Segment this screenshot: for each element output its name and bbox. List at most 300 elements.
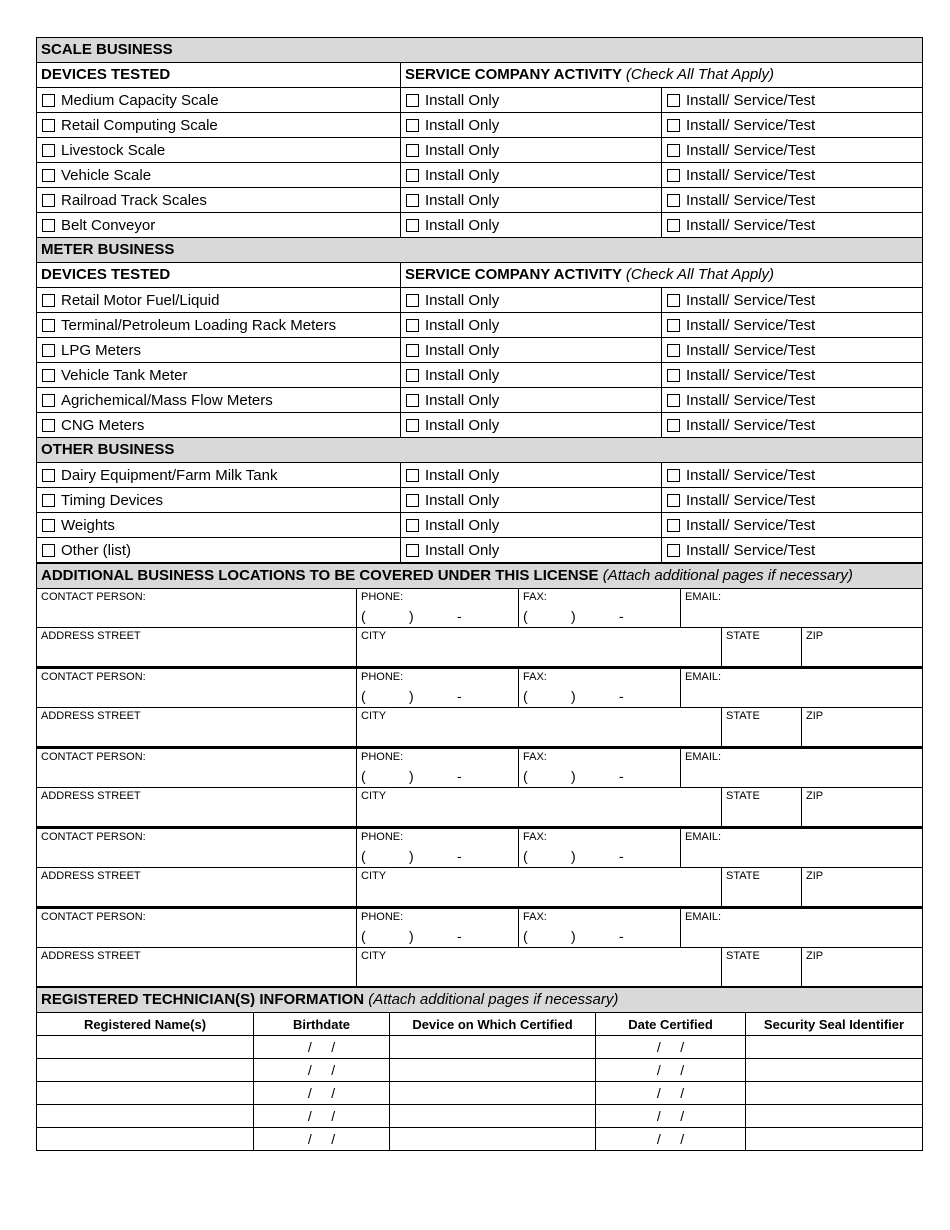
registered-name-field[interactable] [37, 1128, 254, 1151]
device-checkbox[interactable] [42, 219, 55, 232]
fax-field[interactable] [519, 908, 681, 948]
install-service-label: Install/ Service/Test [686, 291, 816, 309]
install-only-label: Install Only [425, 541, 500, 559]
device-checkbox[interactable] [42, 369, 55, 382]
dash: - [619, 848, 624, 864]
install-only-checkbox[interactable] [406, 319, 419, 332]
install-service-checkbox[interactable] [667, 494, 680, 507]
technicians-table [36, 987, 923, 1151]
city-label: CITY [361, 790, 387, 802]
install-only-cell [401, 363, 662, 388]
date-slashes: / / [307, 1039, 336, 1055]
address-street-field[interactable] [37, 628, 357, 668]
install-only-cell [401, 488, 662, 513]
device-checkbox[interactable] [42, 144, 55, 157]
device-cell [37, 88, 401, 113]
install-only-checkbox[interactable] [406, 294, 419, 307]
install-service-cell [662, 388, 923, 413]
registered-name-field[interactable] [37, 1105, 254, 1128]
city-field[interactable] [357, 788, 722, 828]
device-cell [37, 413, 401, 438]
install-service-cell [662, 363, 923, 388]
meter-section-header: METER BUSINESS [37, 238, 923, 263]
state-field[interactable] [722, 708, 802, 748]
install-service-cell [662, 163, 923, 188]
other-section-header: OTHER BUSINESS [37, 438, 923, 463]
state-field[interactable] [722, 948, 802, 987]
location-address-row [37, 868, 923, 908]
install-service-cell [662, 338, 923, 363]
install-service-label: Install/ Service/Test [686, 541, 816, 559]
device-checkbox[interactable] [42, 394, 55, 407]
zip-field[interactable] [802, 788, 923, 828]
device-cell [37, 538, 401, 563]
open-paren: ( [361, 608, 366, 624]
date-slashes: / / [656, 1131, 685, 1147]
security-seal-field[interactable] [746, 1105, 923, 1128]
install-service-label: Install/ Service/Test [686, 116, 816, 134]
close-paren: ) [571, 848, 576, 864]
locations-table [36, 563, 923, 987]
open-paren: ( [361, 768, 366, 784]
device-label: Medium Capacity Scale [61, 91, 219, 109]
device-row [37, 413, 923, 438]
install-service-cell [662, 538, 923, 563]
email-field[interactable] [681, 589, 923, 628]
install-service-checkbox[interactable] [667, 194, 680, 207]
zip-field[interactable] [802, 868, 923, 908]
phone-label: PHONE: [361, 911, 404, 923]
address-street-field[interactable] [37, 948, 357, 987]
install-service-label: Install/ Service/Test [686, 341, 816, 359]
technician-row [37, 1105, 923, 1128]
technicians-section-header: REGISTERED TECHNICIAN(S) INFORMATION (Attach additional pages if necessary) [37, 988, 923, 1013]
device-row [37, 288, 923, 313]
close-paren: ) [571, 768, 576, 784]
install-only-checkbox[interactable] [406, 119, 419, 132]
zip-label: ZIP [806, 950, 824, 962]
birthdate-field[interactable] [254, 1059, 390, 1082]
state-label: STATE [726, 870, 760, 882]
activity-header-label: SERVICE COMPANY ACTIVITY [405, 266, 622, 283]
device-certified-field[interactable] [390, 1128, 596, 1151]
city-field[interactable] [357, 708, 722, 748]
close-paren: ) [409, 688, 414, 704]
install-only-checkbox[interactable] [406, 394, 419, 407]
device-label: Vehicle Scale [61, 166, 152, 184]
security-seal-field[interactable] [746, 1059, 923, 1082]
date-certified-field[interactable] [596, 1128, 746, 1151]
install-service-checkbox[interactable] [667, 544, 680, 557]
email-field[interactable] [681, 748, 923, 788]
install-service-checkbox[interactable] [667, 419, 680, 432]
contact-person-field[interactable] [37, 668, 357, 708]
device-checkbox[interactable] [42, 344, 55, 357]
date-slashes: / / [307, 1085, 336, 1101]
birthdate-field[interactable] [254, 1036, 390, 1059]
security-seal-field[interactable] [746, 1082, 923, 1105]
device-cell [37, 113, 401, 138]
install-only-cell [401, 538, 662, 563]
phone-label: PHONE: [361, 751, 404, 763]
install-service-checkbox[interactable] [667, 294, 680, 307]
device-checkbox[interactable] [42, 319, 55, 332]
install-only-label: Install Only [425, 466, 500, 484]
device-row [37, 213, 923, 238]
install-service-label: Install/ Service/Test [686, 91, 816, 109]
device-cell [37, 363, 401, 388]
install-service-label: Install/ Service/Test [686, 391, 816, 409]
city-field[interactable] [357, 628, 722, 668]
technicians-header-row [37, 1013, 923, 1036]
install-only-cell [401, 138, 662, 163]
install-service-checkbox[interactable] [667, 469, 680, 482]
fax-label: FAX: [523, 671, 547, 683]
install-only-label: Install Only [425, 216, 500, 234]
zip-field[interactable] [802, 708, 923, 748]
zip-label: ZIP [806, 630, 824, 642]
dash: - [457, 688, 462, 704]
device-checkbox[interactable] [42, 494, 55, 507]
dash: - [457, 848, 462, 864]
license-form [36, 37, 922, 1151]
address-street-field[interactable] [37, 708, 357, 748]
device-cell [37, 213, 401, 238]
device-row [37, 313, 923, 338]
device-checkbox[interactable] [42, 169, 55, 182]
install-service-cell [662, 113, 923, 138]
security-seal-field[interactable] [746, 1128, 923, 1151]
location-address-row [37, 628, 923, 668]
device-row [37, 113, 923, 138]
device-label: Agrichemical/Mass Flow Meters [61, 391, 273, 409]
phone-field[interactable] [357, 828, 519, 868]
install-service-label: Install/ Service/Test [686, 141, 816, 159]
fax-label: FAX: [523, 751, 547, 763]
open-paren: ( [361, 928, 366, 944]
device-cell [37, 388, 401, 413]
email-label: EMAIL: [685, 911, 722, 923]
city-label: CITY [361, 630, 387, 642]
date-certified-field[interactable] [596, 1036, 746, 1059]
install-only-cell [401, 163, 662, 188]
install-only-cell [401, 88, 662, 113]
open-paren: ( [523, 608, 528, 624]
contact-person-label: CONTACT PERSON: [41, 591, 146, 603]
device-checkbox[interactable] [42, 119, 55, 132]
install-service-checkbox[interactable] [667, 344, 680, 357]
install-service-checkbox[interactable] [667, 519, 680, 532]
install-only-label: Install Only [425, 141, 500, 159]
address-street-field[interactable] [37, 868, 357, 908]
close-paren: ) [409, 928, 414, 944]
birthdate-field[interactable] [254, 1128, 390, 1151]
install-service-cell [662, 413, 923, 438]
contact-person-label: CONTACT PERSON: [41, 751, 146, 763]
install-only-checkbox[interactable] [406, 94, 419, 107]
install-service-label: Install/ Service/Test [686, 316, 816, 334]
address-street-field[interactable] [37, 788, 357, 828]
install-service-cell [662, 313, 923, 338]
email-label: EMAIL: [685, 831, 722, 843]
technician-column-header: Registered Name(s) [37, 1013, 254, 1036]
contact-person-field[interactable] [37, 589, 357, 628]
date-slashes: / / [307, 1108, 336, 1124]
install-service-label: Install/ Service/Test [686, 191, 816, 209]
technician-row [37, 1036, 923, 1059]
date-slashes: / / [656, 1085, 685, 1101]
install-only-cell [401, 288, 662, 313]
dash: - [619, 608, 624, 624]
fax-field[interactable] [519, 589, 681, 628]
device-row [37, 88, 923, 113]
install-service-cell [662, 288, 923, 313]
date-certified-field[interactable] [596, 1082, 746, 1105]
install-only-checkbox[interactable] [406, 194, 419, 207]
phone-field[interactable] [357, 908, 519, 948]
contact-person-field[interactable] [37, 828, 357, 868]
device-checkbox[interactable] [42, 519, 55, 532]
location-contact-row [37, 589, 923, 628]
address-street-label: ADDRESS STREET [41, 630, 141, 642]
date-slashes: / / [307, 1062, 336, 1078]
address-street-label: ADDRESS STREET [41, 710, 141, 722]
address-street-label: ADDRESS STREET [41, 950, 141, 962]
device-row [37, 488, 923, 513]
device-row [37, 188, 923, 213]
device-row [37, 463, 923, 488]
fax-field[interactable] [519, 668, 681, 708]
open-paren: ( [523, 768, 528, 784]
install-only-cell [401, 188, 662, 213]
install-service-checkbox[interactable] [667, 169, 680, 182]
install-only-cell [401, 388, 662, 413]
location-contact-row [37, 828, 923, 868]
install-service-checkbox[interactable] [667, 369, 680, 382]
location-address-row [37, 948, 923, 987]
state-field[interactable] [722, 788, 802, 828]
install-only-checkbox[interactable] [406, 544, 419, 557]
install-service-label: Install/ Service/Test [686, 416, 816, 434]
fax-field[interactable] [519, 748, 681, 788]
install-only-checkbox[interactable] [406, 219, 419, 232]
dash: - [619, 768, 624, 784]
phone-field[interactable] [357, 589, 519, 628]
install-only-label: Install Only [425, 416, 500, 434]
birthdate-field[interactable] [254, 1082, 390, 1105]
address-street-label: ADDRESS STREET [41, 870, 141, 882]
device-certified-field[interactable] [390, 1059, 596, 1082]
dash: - [457, 608, 462, 624]
device-row [37, 138, 923, 163]
locations-section-header: ADDITIONAL BUSINESS LOCATIONS TO BE COVERED UNDER THIS LICENSE (Attach additional pages if necessary) [37, 564, 923, 589]
install-only-label: Install Only [425, 116, 500, 134]
city-label: CITY [361, 870, 387, 882]
install-service-cell [662, 88, 923, 113]
device-checkbox[interactable] [42, 194, 55, 207]
fax-field[interactable] [519, 828, 681, 868]
email-field[interactable] [681, 908, 923, 948]
city-label: CITY [361, 710, 387, 722]
device-cell [37, 138, 401, 163]
date-certified-field[interactable] [596, 1105, 746, 1128]
device-certified-field[interactable] [390, 1036, 596, 1059]
close-paren: ) [571, 928, 576, 944]
email-label: EMAIL: [685, 591, 722, 603]
zip-field[interactable] [802, 628, 923, 668]
meter-devices-header: DEVICES TESTED [37, 263, 401, 288]
phone-label: PHONE: [361, 671, 404, 683]
city-field[interactable] [357, 948, 722, 987]
state-label: STATE [726, 790, 760, 802]
address-street-label: ADDRESS STREET [41, 790, 141, 802]
install-only-cell [401, 313, 662, 338]
install-only-checkbox[interactable] [406, 344, 419, 357]
device-checkbox[interactable] [42, 469, 55, 482]
fax-label: FAX: [523, 831, 547, 843]
install-only-label: Install Only [425, 91, 500, 109]
device-cell [37, 513, 401, 538]
dash: - [457, 768, 462, 784]
install-only-checkbox[interactable] [406, 519, 419, 532]
email-field[interactable] [681, 828, 923, 868]
install-only-label: Install Only [425, 291, 500, 309]
state-label: STATE [726, 710, 760, 722]
registered-name-field[interactable] [37, 1036, 254, 1059]
phone-label: PHONE: [361, 591, 404, 603]
device-checkbox[interactable] [42, 94, 55, 107]
dash: - [619, 928, 624, 944]
technician-row [37, 1082, 923, 1105]
zip-label: ZIP [806, 870, 824, 882]
device-certified-field[interactable] [390, 1105, 596, 1128]
email-field[interactable] [681, 668, 923, 708]
install-service-checkbox[interactable] [667, 319, 680, 332]
open-paren: ( [361, 688, 366, 704]
device-checkbox[interactable] [42, 544, 55, 557]
registered-name-field[interactable] [37, 1059, 254, 1082]
scale-section-header: SCALE BUSINESS [37, 38, 923, 63]
install-only-checkbox[interactable] [406, 419, 419, 432]
device-checkbox[interactable] [42, 419, 55, 432]
close-paren: ) [571, 688, 576, 704]
install-only-label: Install Only [425, 391, 500, 409]
device-label: LPG Meters [61, 341, 142, 359]
zip-field[interactable] [802, 948, 923, 987]
contact-person-label: CONTACT PERSON: [41, 831, 146, 843]
device-label: Retail Motor Fuel/Liquid [61, 291, 220, 309]
device-certified-field[interactable] [390, 1082, 596, 1105]
install-only-cell [401, 113, 662, 138]
install-only-checkbox[interactable] [406, 144, 419, 157]
install-only-cell [401, 463, 662, 488]
install-only-checkbox[interactable] [406, 369, 419, 382]
state-field[interactable] [722, 628, 802, 668]
device-label: Weights [61, 516, 115, 534]
install-service-cell [662, 513, 923, 538]
meter-activity-header [401, 263, 923, 288]
device-label: CNG Meters [61, 416, 145, 434]
device-checkbox[interactable] [42, 294, 55, 307]
install-service-label: Install/ Service/Test [686, 216, 816, 234]
date-slashes: / / [656, 1062, 685, 1078]
scale-activity-header [401, 63, 923, 88]
date-slashes: / / [656, 1039, 685, 1055]
device-cell [37, 338, 401, 363]
birthdate-field[interactable] [254, 1105, 390, 1128]
city-field[interactable] [357, 868, 722, 908]
technician-row [37, 1128, 923, 1151]
install-service-cell [662, 488, 923, 513]
email-label: EMAIL: [685, 751, 722, 763]
install-service-checkbox[interactable] [667, 394, 680, 407]
install-service-cell [662, 138, 923, 163]
state-label: STATE [726, 950, 760, 962]
open-paren: ( [523, 848, 528, 864]
registered-name-field[interactable] [37, 1082, 254, 1105]
technician-column-header: Device on Which Certified [390, 1013, 596, 1036]
install-service-checkbox[interactable] [667, 219, 680, 232]
install-service-checkbox[interactable] [667, 119, 680, 132]
install-service-checkbox[interactable] [667, 144, 680, 157]
install-service-label: Install/ Service/Test [686, 516, 816, 534]
close-paren: ) [571, 608, 576, 624]
dash: - [619, 688, 624, 704]
location-contact-row [37, 748, 923, 788]
location-address-row [37, 788, 923, 828]
install-service-checkbox[interactable] [667, 94, 680, 107]
close-paren: ) [409, 848, 414, 864]
dash: - [457, 928, 462, 944]
phone-label: PHONE: [361, 831, 404, 843]
phone-field[interactable] [357, 748, 519, 788]
device-label: Retail Computing Scale [61, 116, 218, 134]
zip-label: ZIP [806, 790, 824, 802]
device-row [37, 363, 923, 388]
device-cell [37, 188, 401, 213]
install-service-cell [662, 463, 923, 488]
install-only-label: Install Only [425, 491, 500, 509]
location-contact-row [37, 908, 923, 948]
location-contact-row [37, 668, 923, 708]
phone-field[interactable] [357, 668, 519, 708]
state-label: STATE [726, 630, 760, 642]
scale-devices-header: DEVICES TESTED [37, 63, 401, 88]
install-service-cell [662, 188, 923, 213]
device-row [37, 538, 923, 563]
activity-note: (Check All That Apply) [625, 266, 774, 283]
security-seal-field[interactable] [746, 1036, 923, 1059]
date-certified-field[interactable] [596, 1059, 746, 1082]
device-cell [37, 163, 401, 188]
fax-label: FAX: [523, 911, 547, 923]
install-only-label: Install Only [425, 366, 500, 384]
install-only-cell [401, 413, 662, 438]
email-label: EMAIL: [685, 671, 722, 683]
install-only-checkbox[interactable] [406, 469, 419, 482]
state-field[interactable] [722, 868, 802, 908]
contact-person-field[interactable] [37, 748, 357, 788]
install-only-label: Install Only [425, 191, 500, 209]
install-only-checkbox[interactable] [406, 169, 419, 182]
location-address-row [37, 708, 923, 748]
business-table [36, 37, 923, 563]
technician-row [37, 1059, 923, 1082]
install-only-checkbox[interactable] [406, 494, 419, 507]
device-cell [37, 463, 401, 488]
contact-person-field[interactable] [37, 908, 357, 948]
date-slashes: / / [307, 1131, 336, 1147]
